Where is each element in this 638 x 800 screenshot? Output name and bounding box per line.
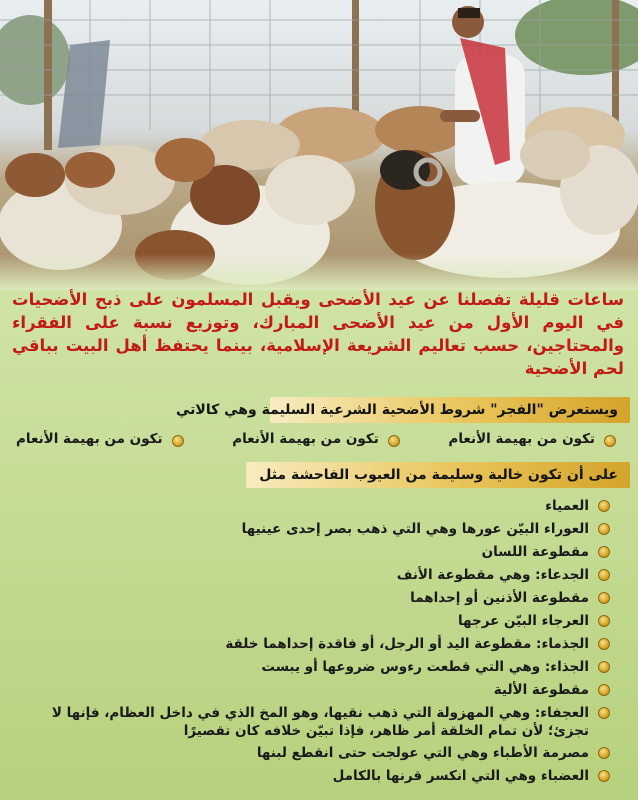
gold-dot-icon <box>598 592 610 604</box>
condition-text: تكون من بهيمة الأنعام <box>232 431 379 447</box>
gold-dot-icon <box>598 569 610 581</box>
photo-bottom-fade <box>0 254 638 290</box>
gold-dot-icon <box>598 707 610 719</box>
list-item-text: الجذاء: وهي التي قطعت رءوس ضروعها أو يبست <box>261 659 589 675</box>
list-item-text: العضباء وهي التي انكسر قرنها بالكامل <box>332 768 589 784</box>
gold-dot-icon <box>598 546 610 558</box>
condition-text: تكون من بهيمة الأنعام <box>16 431 163 447</box>
condition-item <box>448 428 616 450</box>
list-item <box>20 635 610 654</box>
list-item <box>20 497 610 516</box>
gold-dot-icon <box>598 638 610 650</box>
list-item-text: العجفاء: وهي المهزولة التي ذهب نقيها، وهو المخ الذي في داخل العظام، فإنها لا تجزئ؛ لأن تمام الخلقة أمر ظاهر، فإذا تبيّن خلافه كان تقصيرًا <box>51 705 589 739</box>
condition-item <box>232 428 400 450</box>
list-item <box>20 612 610 631</box>
list-item <box>20 658 610 677</box>
list-item-text: العرجاء البيّن عرجها <box>457 613 589 629</box>
list-item <box>20 767 610 786</box>
list-item <box>20 566 610 585</box>
list-item-text: مصرمة الأطباء وهي التي عولجت حتى انقطع لبنها <box>256 745 589 761</box>
defects-list <box>20 497 610 790</box>
gold-dot-icon <box>598 684 610 696</box>
defects-heading: على أن تكون خالية وسليمة من العيوب الفاحشة مثل <box>246 462 630 488</box>
list-item-text: العوراء البيّن عورها وهي التي ذهب بصر إحدى عينيها <box>241 521 589 537</box>
sheep-market-photo <box>0 0 638 290</box>
list-item <box>20 744 610 763</box>
photo-illustration <box>0 0 638 290</box>
list-item <box>20 543 610 562</box>
gold-dot-icon <box>598 615 610 627</box>
list-item-text: مقطوعة اللسان <box>481 544 589 560</box>
gold-dot-icon <box>598 661 610 673</box>
gold-dot-icon <box>598 770 610 782</box>
gold-dot-icon <box>598 500 610 512</box>
gold-dot-icon <box>598 523 610 535</box>
gold-dot-icon <box>388 435 400 447</box>
list-item-text: مقطوعة الألية <box>493 682 589 698</box>
list-item-text: الجدعاء: وهي مقطوعة الأنف <box>396 567 589 583</box>
gold-dot-icon <box>172 435 184 447</box>
condition-text: تكون من بهيمة الأنعام <box>448 431 595 447</box>
conditions-row <box>16 428 616 450</box>
list-item <box>20 681 610 700</box>
list-item <box>20 520 610 539</box>
list-item-text: العمياء <box>545 498 589 514</box>
list-item <box>20 704 610 740</box>
condition-item <box>16 428 184 450</box>
conditions-heading: ويستعرض "الفجر" شروط الأضحية الشرعية السليمة وهي كالاتي <box>270 397 630 423</box>
list-item-text: مقطوعة الأذنين أو إحداهما <box>410 590 589 606</box>
intro-paragraph: ساعات قليلة تفصلنا عن عيد الأضحى ويقبل المسلمون على ذبح الأضحيات في اليوم الأول من عيد الأضحى المبارك، وتوزيع نسبة على الفقراء والمحتاجين، حسب تعاليم الشريعة الإسلامية، بينما يحتفظ أهل البيت بباقي لحم الأضحية <box>12 290 624 378</box>
gold-dot-icon <box>604 435 616 447</box>
list-item-text: الجذماء: مقطوعة اليد أو الرجل، أو فاقدة إحداهما خلقة <box>225 636 589 652</box>
list-item <box>20 589 610 608</box>
gold-dot-icon <box>598 747 610 759</box>
